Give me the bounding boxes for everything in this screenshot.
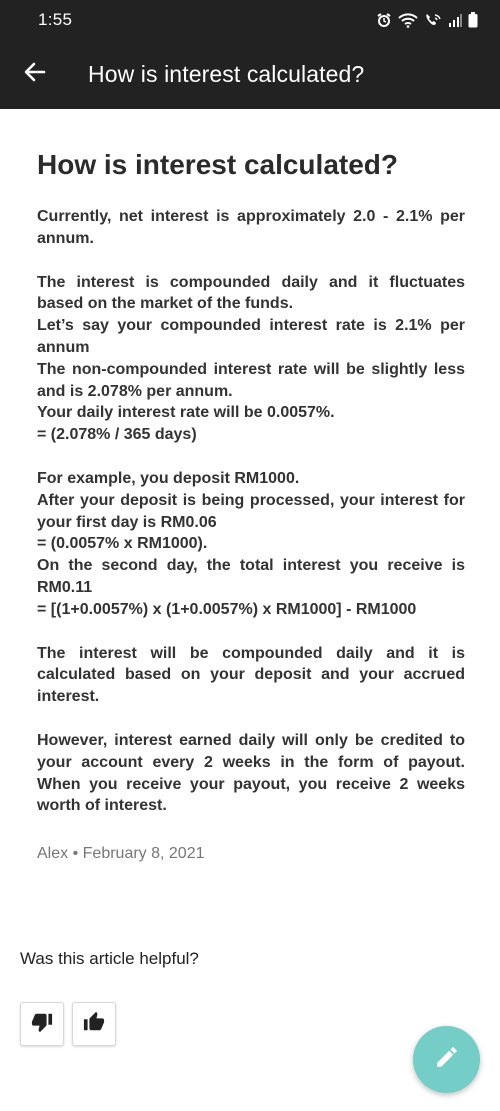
vote-down-button[interactable]: [20, 1002, 64, 1046]
thumbs-up-icon: [83, 1011, 105, 1038]
app-bar-title: How is interest calculated?: [88, 61, 365, 87]
signal-icon: [448, 13, 462, 27]
article-content[interactable]: [0, 109, 500, 1111]
paragraph-line: = [(1+0.0057%) x (1+0.0057%) x RM1000] - RM1000: [37, 600, 417, 618]
author-line: [37, 845, 205, 863]
author-separator: •: [72, 845, 79, 862]
status-bar: [0, 0, 500, 40]
app-bar: [0, 40, 500, 109]
paragraph-line: After your deposit is being processed, your interest for your first day is RM0.06: [37, 491, 465, 531]
paragraph-line: However, interest earned daily will only be credited to your account every 2 weeks in the form of payout. When you receive your payout, you receive 2 weeks worth of interest.: [37, 731, 465, 815]
vote-up-button[interactable]: [72, 1002, 116, 1046]
author-name: Alex: [37, 845, 69, 862]
status-icons: [376, 12, 478, 28]
status-time: 1:55: [38, 10, 73, 29]
paragraph-line: = (2.078% / 365 days): [37, 426, 197, 444]
wifi-icon: [398, 12, 418, 28]
thumbs-down-icon: [31, 1011, 53, 1038]
paragraph-line: For example, you deposit RM1000.: [37, 469, 300, 487]
paragraph-line: The non-compounded interest rate will be slightly less and is 2.078% per annum.: [37, 360, 465, 400]
paragraph-line: On the second day, the total interest you receive is RM0.11: [37, 557, 465, 596]
edit-fab-button[interactable]: [413, 1026, 480, 1093]
paragraph-line: Currently, net interest is approximately 2.0 - 2.1% per annum.: [37, 208, 465, 247]
alarm-icon: [376, 12, 392, 28]
back-button[interactable]: [0, 40, 70, 109]
wifi-calling-icon: [424, 12, 442, 28]
paragraph-line: The interest is compounded daily and it fluctuates based on the market of the funds.: [37, 273, 465, 313]
helpful-question: Was this article helpful?: [20, 949, 199, 968]
paragraph-line: Let’s say your compounded interest rate is 2.1% per annum: [37, 317, 465, 356]
pencil-icon: [434, 1044, 460, 1075]
arrow-left-icon: [24, 61, 46, 88]
article-title: How is interest calculated?: [37, 149, 398, 180]
battery-icon: [468, 12, 478, 28]
paragraph-line: = (0.0057% x RM1000).: [37, 535, 208, 553]
article-body: [37, 206, 465, 817]
paragraph-line: The interest will be compounded daily and it is calculated based on your deposit and your accrued interest.: [37, 644, 465, 706]
paragraph-line: Your daily interest rate will be 0.0057%.: [37, 404, 335, 422]
article-date: February 8, 2021: [82, 845, 205, 862]
